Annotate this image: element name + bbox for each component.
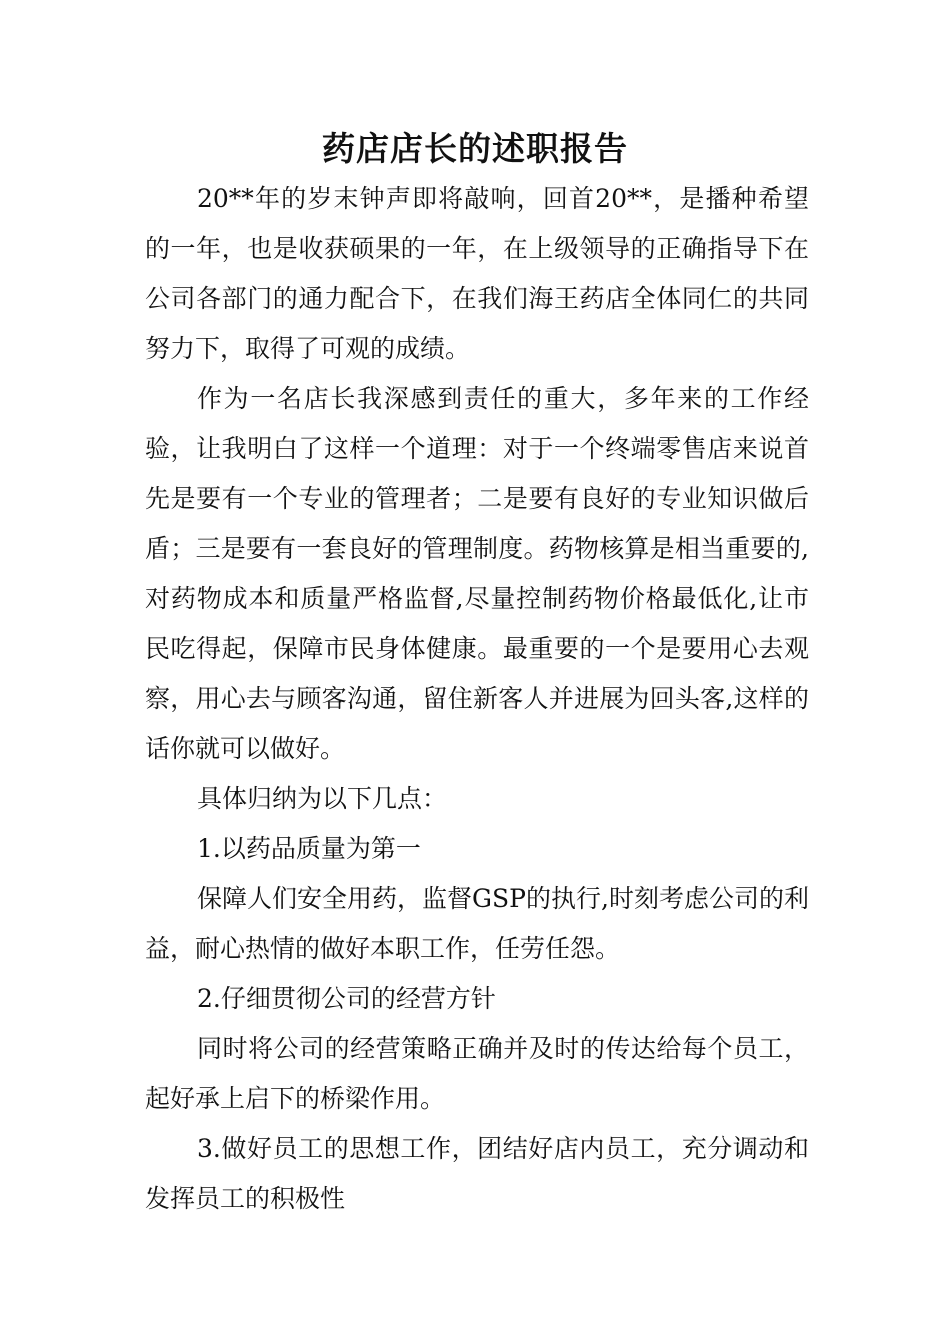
paragraph-experience: 作为一名店长我深感到责任的重大，多年来的工作经验，让我明白了这样一个道理：对于一个终端零售店来说首先是要有一个专业的管理者；二是要有良好的专业知识做后盾；三是要有一套良好的管理制度。药物核算是相当重要的,对药物成本和质量严格监督,尽量控制药物价格最低化,让市民吃得起，保障市民身体健康。最重要的一个是要用心去观察，用心去与顾客沟通，留住新客人并进展为回头客,这样的话你就可以做好。: [145, 384, 809, 763]
point-1-heading: 1.以药品质量为第一: [197, 834, 421, 863]
paragraph-intro: 20**年的岁末钟声即将敲响，回首20**，是播种希望的一年，也是收获硕果的一年，在上级领导的正确指导下在公司各部门的通力配合下，在我们海王药店全体同仁的共同努力下，取得了可观的成绩。: [145, 184, 809, 363]
point-3-heading: 3.做好员工的思想工作，团结好店内员工，充分调动和发挥员工的积极性: [145, 1134, 809, 1213]
point-2-heading: 2.仔细贯彻公司的经营方针: [197, 984, 496, 1013]
point-2-body: 同时将公司的经营策略正确并及时的传达给每个员工，起好承上启下的桥梁作用。: [145, 1034, 809, 1113]
point-1-body: 保障人们安全用药，监督GSP的执行,时刻考虑公司的利益，耐心热情的做好本职工作，任劳任怨。: [145, 884, 809, 963]
document-body: [145, 174, 809, 1224]
document-title: 药店店长的述职报告: [322, 129, 628, 168]
paragraph-summary-lead: 具体归纳为以下几点：: [197, 784, 448, 813]
